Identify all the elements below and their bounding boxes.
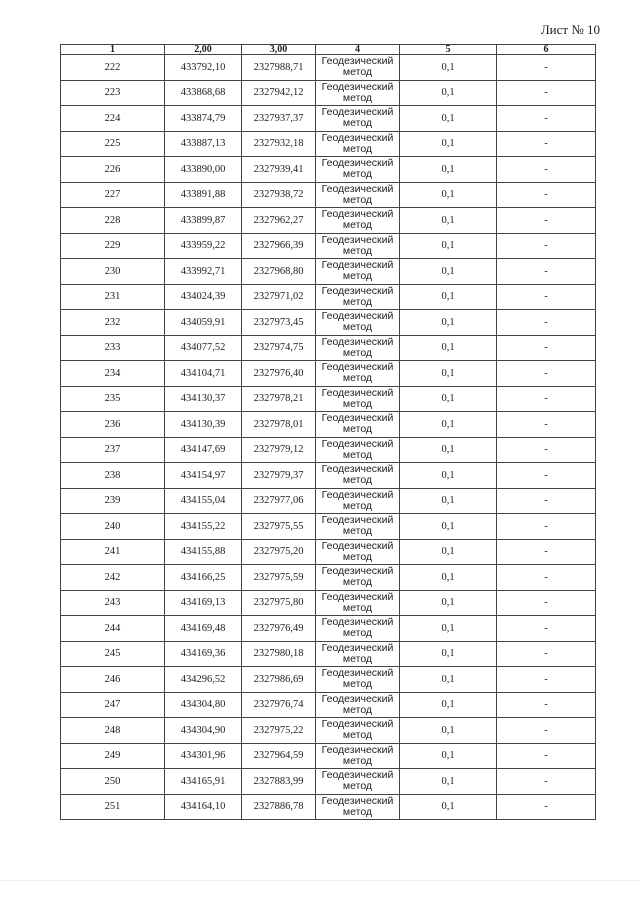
- point-number-cell: 222: [61, 55, 165, 81]
- note-cell: -: [497, 437, 596, 463]
- method-text-line1: Геодезический: [321, 208, 394, 221]
- method-cell: [316, 718, 400, 744]
- point-number-cell: 231: [61, 284, 165, 310]
- y-coordinate-cell: 2327932,18: [242, 131, 316, 157]
- method-text-line2: метод: [342, 652, 373, 665]
- x-coordinate-cell: 434169,48: [165, 616, 242, 642]
- method-cell: [316, 667, 400, 693]
- point-number-cell: 248: [61, 718, 165, 744]
- note-cell: -: [497, 131, 596, 157]
- x-coordinate-cell: 434296,52: [165, 667, 242, 693]
- method-text-line2: метод: [342, 91, 373, 104]
- method-cell: [316, 514, 400, 540]
- method-text-line2: метод: [342, 244, 373, 257]
- method-text-line2: метод: [342, 729, 373, 742]
- y-coordinate-cell: 2327974,75: [242, 335, 316, 361]
- y-coordinate-cell: 2327883,99: [242, 769, 316, 795]
- point-number-cell: 245: [61, 641, 165, 667]
- note-cell: -: [497, 310, 596, 336]
- x-coordinate-cell: 434154,97: [165, 463, 242, 489]
- note-cell: -: [497, 743, 596, 769]
- note-cell: -: [497, 488, 596, 514]
- point-number-cell: 241: [61, 539, 165, 565]
- x-coordinate-cell: 433890,00: [165, 157, 242, 183]
- y-coordinate-cell: 2327939,41: [242, 157, 316, 183]
- point-number-cell: 224: [61, 106, 165, 132]
- method-text-line2: метод: [342, 474, 373, 487]
- note-cell: -: [497, 259, 596, 285]
- method-text-line2: метод: [342, 193, 373, 206]
- x-coordinate-cell: 433891,88: [165, 182, 242, 208]
- method-text-line2: метод: [342, 295, 373, 308]
- method-text-line1: Геодезический: [321, 718, 394, 731]
- method-cell: [316, 157, 400, 183]
- table-row: [61, 590, 596, 616]
- table-row: [61, 463, 596, 489]
- x-coordinate-cell: 433959,22: [165, 233, 242, 259]
- header-col-1: 1: [61, 45, 165, 55]
- accuracy-cell: 0,1: [400, 794, 497, 820]
- note-cell: -: [497, 463, 596, 489]
- note-cell: -: [497, 718, 596, 744]
- note-cell: -: [497, 335, 596, 361]
- point-number-cell: 230: [61, 259, 165, 285]
- y-coordinate-cell: 2327971,02: [242, 284, 316, 310]
- method-cell: [316, 794, 400, 820]
- point-number-cell: 240: [61, 514, 165, 540]
- accuracy-cell: 0,1: [400, 616, 497, 642]
- method-text-line1: Геодезический: [321, 361, 394, 374]
- method-cell: [316, 106, 400, 132]
- table-row: [61, 80, 596, 106]
- accuracy-cell: 0,1: [400, 233, 497, 259]
- x-coordinate-cell: 434147,69: [165, 437, 242, 463]
- point-number-cell: 250: [61, 769, 165, 795]
- method-cell: [316, 590, 400, 616]
- y-coordinate-cell: 2327978,01: [242, 412, 316, 438]
- point-number-cell: 244: [61, 616, 165, 642]
- method-cell: [316, 182, 400, 208]
- method-text-line1: Геодезический: [321, 692, 394, 705]
- y-coordinate-cell: 2327966,39: [242, 233, 316, 259]
- accuracy-cell: 0,1: [400, 208, 497, 234]
- table-row: [61, 335, 596, 361]
- point-number-cell: 251: [61, 794, 165, 820]
- method-text-line2: метод: [342, 601, 373, 614]
- method-text-line2: метод: [342, 805, 373, 818]
- method-text-line2: метод: [342, 372, 373, 385]
- x-coordinate-cell: 434165,91: [165, 769, 242, 795]
- method-text-line2: метод: [342, 627, 373, 640]
- method-text-line2: метод: [342, 780, 373, 793]
- note-cell: -: [497, 106, 596, 132]
- header-col-3: 3,00: [242, 45, 316, 55]
- method-text-line1: Геодезический: [321, 616, 394, 629]
- note-cell: -: [497, 616, 596, 642]
- point-number-cell: 227: [61, 182, 165, 208]
- x-coordinate-cell: 433992,71: [165, 259, 242, 285]
- point-number-cell: 247: [61, 692, 165, 718]
- method-text-line1: Геодезический: [321, 386, 394, 399]
- table-row: [61, 208, 596, 234]
- table-row: [61, 106, 596, 132]
- method-cell: [316, 80, 400, 106]
- method-text-line1: Геодезический: [321, 55, 394, 68]
- method-text-line1: Геодезический: [321, 233, 394, 246]
- y-coordinate-cell: 2327976,49: [242, 616, 316, 642]
- point-number-cell: 249: [61, 743, 165, 769]
- note-cell: -: [497, 182, 596, 208]
- note-cell: -: [497, 80, 596, 106]
- x-coordinate-cell: 434155,04: [165, 488, 242, 514]
- note-cell: -: [497, 284, 596, 310]
- table-row: [61, 514, 596, 540]
- method-cell: [316, 310, 400, 336]
- y-coordinate-cell: 2327968,80: [242, 259, 316, 285]
- accuracy-cell: 0,1: [400, 361, 497, 387]
- method-text-line2: метод: [342, 346, 373, 359]
- table-row: [61, 539, 596, 565]
- accuracy-cell: 0,1: [400, 259, 497, 285]
- y-coordinate-cell: 2327986,69: [242, 667, 316, 693]
- x-coordinate-cell: 434301,96: [165, 743, 242, 769]
- method-text-line1: Геодезический: [321, 437, 394, 450]
- point-number-cell: 234: [61, 361, 165, 387]
- method-text-line2: метод: [342, 423, 373, 436]
- method-cell: [316, 412, 400, 438]
- method-text-line1: Геодезический: [321, 106, 394, 119]
- x-coordinate-cell: 434304,80: [165, 692, 242, 718]
- method-text-line1: Геодезический: [321, 514, 394, 527]
- method-text-line1: Геодезический: [321, 80, 394, 93]
- y-coordinate-cell: 2327975,59: [242, 565, 316, 591]
- method-text-line1: Геодезический: [321, 463, 394, 476]
- note-cell: -: [497, 386, 596, 412]
- accuracy-cell: 0,1: [400, 743, 497, 769]
- accuracy-cell: 0,1: [400, 131, 497, 157]
- method-cell: [316, 539, 400, 565]
- accuracy-cell: 0,1: [400, 718, 497, 744]
- point-number-cell: 237: [61, 437, 165, 463]
- method-cell: [316, 616, 400, 642]
- sheet-number: Лист № 10: [540, 22, 600, 37]
- table-row: [61, 157, 596, 183]
- accuracy-cell: 0,1: [400, 488, 497, 514]
- method-text-line1: Геодезический: [321, 412, 394, 425]
- table-row: [61, 182, 596, 208]
- y-coordinate-cell: 2327964,59: [242, 743, 316, 769]
- table-row: [61, 131, 596, 157]
- point-number-cell: 223: [61, 80, 165, 106]
- method-text-line2: метод: [342, 168, 373, 181]
- method-text-line2: метод: [342, 525, 373, 538]
- method-cell: [316, 259, 400, 285]
- accuracy-cell: 0,1: [400, 310, 497, 336]
- method-cell: [316, 131, 400, 157]
- method-text-line1: Геодезический: [321, 310, 394, 323]
- point-number-cell: 242: [61, 565, 165, 591]
- y-coordinate-cell: 2327886,78: [242, 794, 316, 820]
- point-number-cell: 228: [61, 208, 165, 234]
- table-row: [61, 361, 596, 387]
- accuracy-cell: 0,1: [400, 335, 497, 361]
- point-number-cell: 235: [61, 386, 165, 412]
- point-number-cell: 243: [61, 590, 165, 616]
- method-text-line2: метод: [342, 270, 373, 283]
- y-coordinate-cell: 2327938,72: [242, 182, 316, 208]
- header-col-5: 5: [400, 45, 497, 55]
- header-col-6: 6: [497, 45, 596, 55]
- table-row: [61, 437, 596, 463]
- accuracy-cell: 0,1: [400, 590, 497, 616]
- header-col-4: 4: [316, 45, 400, 55]
- x-coordinate-cell: 434104,71: [165, 361, 242, 387]
- x-coordinate-cell: 433887,13: [165, 131, 242, 157]
- method-text-line1: Геодезический: [321, 743, 394, 756]
- accuracy-cell: 0,1: [400, 157, 497, 183]
- x-coordinate-cell: 433868,68: [165, 80, 242, 106]
- method-text-line1: Геодезический: [321, 488, 394, 501]
- table-row: [61, 769, 596, 795]
- page-edge-divider: [0, 880, 640, 881]
- method-text-line2: метод: [342, 550, 373, 563]
- x-coordinate-cell: 434304,90: [165, 718, 242, 744]
- accuracy-cell: 0,1: [400, 182, 497, 208]
- table-row: [61, 412, 596, 438]
- point-number-cell: 246: [61, 667, 165, 693]
- note-cell: -: [497, 412, 596, 438]
- table-row: [61, 794, 596, 820]
- x-coordinate-cell: 434169,36: [165, 641, 242, 667]
- point-number-cell: 239: [61, 488, 165, 514]
- accuracy-cell: 0,1: [400, 437, 497, 463]
- note-cell: -: [497, 233, 596, 259]
- note-cell: -: [497, 157, 596, 183]
- method-cell: [316, 386, 400, 412]
- point-number-cell: 225: [61, 131, 165, 157]
- table-row: [61, 641, 596, 667]
- method-cell: [316, 437, 400, 463]
- table-row: [61, 55, 596, 81]
- table-row: [61, 259, 596, 285]
- table-header-row: [61, 45, 596, 55]
- point-number-cell: 226: [61, 157, 165, 183]
- x-coordinate-cell: 434130,37: [165, 386, 242, 412]
- x-coordinate-cell: 433899,87: [165, 208, 242, 234]
- x-coordinate-cell: 434164,10: [165, 794, 242, 820]
- method-text-line1: Геодезический: [321, 641, 394, 654]
- method-text-line1: Геодезический: [321, 769, 394, 782]
- accuracy-cell: 0,1: [400, 55, 497, 81]
- note-cell: -: [497, 692, 596, 718]
- note-cell: -: [497, 641, 596, 667]
- y-coordinate-cell: 2327980,18: [242, 641, 316, 667]
- x-coordinate-cell: 434155,22: [165, 514, 242, 540]
- table-row: [61, 565, 596, 591]
- note-cell: -: [497, 769, 596, 795]
- method-text-line2: метод: [342, 142, 373, 155]
- accuracy-cell: 0,1: [400, 284, 497, 310]
- x-coordinate-cell: 434130,39: [165, 412, 242, 438]
- method-cell: [316, 488, 400, 514]
- y-coordinate-cell: 2327937,37: [242, 106, 316, 132]
- method-text-line1: Геодезический: [321, 182, 394, 195]
- method-cell: [316, 769, 400, 795]
- accuracy-cell: 0,1: [400, 386, 497, 412]
- method-text-line1: Геодезический: [321, 259, 394, 272]
- x-coordinate-cell: 434059,91: [165, 310, 242, 336]
- method-text-line1: Геодезический: [321, 335, 394, 348]
- method-text-line2: метод: [342, 499, 373, 512]
- table-row: [61, 667, 596, 693]
- accuracy-cell: 0,1: [400, 769, 497, 795]
- table-body: [61, 55, 596, 820]
- y-coordinate-cell: 2327988,71: [242, 55, 316, 81]
- accuracy-cell: 0,1: [400, 106, 497, 132]
- method-text-line1: Геодезический: [321, 539, 394, 552]
- x-coordinate-cell: 434024,39: [165, 284, 242, 310]
- y-coordinate-cell: 2327979,37: [242, 463, 316, 489]
- y-coordinate-cell: 2327973,45: [242, 310, 316, 336]
- method-cell: [316, 743, 400, 769]
- y-coordinate-cell: 2327962,27: [242, 208, 316, 234]
- point-number-cell: 232: [61, 310, 165, 336]
- accuracy-cell: 0,1: [400, 463, 497, 489]
- method-text-line2: метод: [342, 576, 373, 589]
- x-coordinate-cell: 434155,88: [165, 539, 242, 565]
- y-coordinate-cell: 2327976,40: [242, 361, 316, 387]
- method-text-line2: метод: [342, 754, 373, 767]
- table-row: [61, 386, 596, 412]
- method-text-line2: метод: [342, 117, 373, 130]
- table-row: [61, 488, 596, 514]
- x-coordinate-cell: 434077,52: [165, 335, 242, 361]
- method-cell: [316, 361, 400, 387]
- y-coordinate-cell: 2327979,12: [242, 437, 316, 463]
- method-text-line2: метод: [342, 397, 373, 410]
- y-coordinate-cell: 2327975,80: [242, 590, 316, 616]
- table-row: [61, 233, 596, 259]
- coordinates-table: [60, 44, 596, 820]
- table-row: [61, 743, 596, 769]
- y-coordinate-cell: 2327978,21: [242, 386, 316, 412]
- method-text-line1: Геодезический: [321, 131, 394, 144]
- note-cell: -: [497, 667, 596, 693]
- x-coordinate-cell: 434166,25: [165, 565, 242, 591]
- method-text-line2: метод: [342, 321, 373, 334]
- method-cell: [316, 284, 400, 310]
- method-text-line1: Геодезический: [321, 794, 394, 807]
- point-number-cell: 236: [61, 412, 165, 438]
- accuracy-cell: 0,1: [400, 514, 497, 540]
- method-cell: [316, 463, 400, 489]
- accuracy-cell: 0,1: [400, 565, 497, 591]
- y-coordinate-cell: 2327975,20: [242, 539, 316, 565]
- table-row: [61, 718, 596, 744]
- method-text-line1: Геодезический: [321, 590, 394, 603]
- y-coordinate-cell: 2327976,74: [242, 692, 316, 718]
- method-text-line2: метод: [342, 66, 373, 79]
- method-text-line2: метод: [342, 678, 373, 691]
- header-col-2: 2,00: [165, 45, 242, 55]
- method-text-line2: метод: [342, 219, 373, 232]
- note-cell: -: [497, 55, 596, 81]
- method-text-line2: метод: [342, 703, 373, 716]
- accuracy-cell: 0,1: [400, 641, 497, 667]
- note-cell: -: [497, 565, 596, 591]
- table-row: [61, 692, 596, 718]
- y-coordinate-cell: 2327942,12: [242, 80, 316, 106]
- accuracy-cell: 0,1: [400, 539, 497, 565]
- method-text-line1: Геодезический: [321, 565, 394, 578]
- note-cell: -: [497, 794, 596, 820]
- method-cell: [316, 55, 400, 81]
- method-cell: [316, 641, 400, 667]
- method-text-line1: Геодезический: [321, 157, 394, 170]
- note-cell: -: [497, 208, 596, 234]
- method-cell: [316, 565, 400, 591]
- x-coordinate-cell: 433792,10: [165, 55, 242, 81]
- accuracy-cell: 0,1: [400, 692, 497, 718]
- method-text-line1: Геодезический: [321, 667, 394, 680]
- accuracy-cell: 0,1: [400, 667, 497, 693]
- note-cell: -: [497, 514, 596, 540]
- point-number-cell: 233: [61, 335, 165, 361]
- y-coordinate-cell: 2327975,55: [242, 514, 316, 540]
- table-row: [61, 616, 596, 642]
- y-coordinate-cell: 2327977,06: [242, 488, 316, 514]
- note-cell: -: [497, 539, 596, 565]
- x-coordinate-cell: 434169,13: [165, 590, 242, 616]
- method-cell: [316, 233, 400, 259]
- table-row: [61, 310, 596, 336]
- method-cell: [316, 692, 400, 718]
- method-text-line2: метод: [342, 448, 373, 461]
- accuracy-cell: 0,1: [400, 80, 497, 106]
- method-cell: [316, 208, 400, 234]
- table-row: [61, 284, 596, 310]
- y-coordinate-cell: 2327975,22: [242, 718, 316, 744]
- method-text-line1: Геодезический: [321, 284, 394, 297]
- accuracy-cell: 0,1: [400, 412, 497, 438]
- point-number-cell: 229: [61, 233, 165, 259]
- note-cell: -: [497, 590, 596, 616]
- x-coordinate-cell: 433874,79: [165, 106, 242, 132]
- note-cell: -: [497, 361, 596, 387]
- point-number-cell: 238: [61, 463, 165, 489]
- method-cell: [316, 335, 400, 361]
